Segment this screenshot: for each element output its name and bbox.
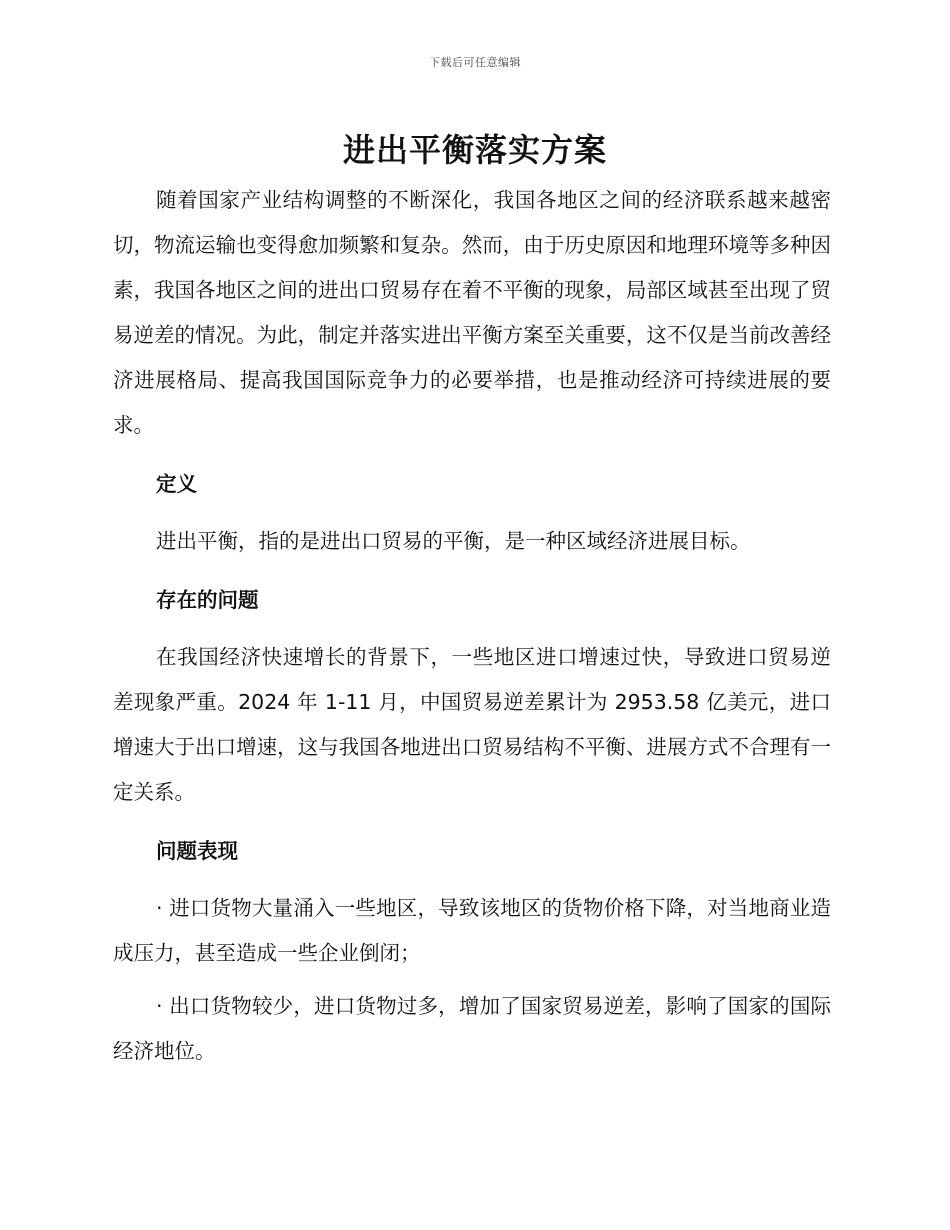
definition-paragraph: 进出平衡，指的是进出口贸易的平衡，是一种区域经济进展目标。 xyxy=(156,529,751,553)
problems-paragraph: 在我国经济快速增长的背景下，一些地区进口增速过快，导致进口贸易逆差现象严重。2024 年 1-11 月，中国贸易逆差累计为 2953.58 亿美元，进口增速大于出口增速，这与我国各地进出口贸易结构不平衡、进展方式不合理有一定关系。 xyxy=(113,645,831,804)
header-note: 下载后可任意编辑 xyxy=(429,56,521,69)
section-heading-definition: 定义 xyxy=(156,472,197,496)
list-item: · 出口货物较少，进口货物过多，增加了国家贸易逆差，影响了国家的国际经济地位。 xyxy=(113,994,831,1063)
intro-paragraph: 随着国家产业结构调整的不断深化，我国各地区之间的经济联系越来越密切，物流运输也变得愈加频繁和复杂。然而，由于历史原因和地理环境等多种因素，我国各地区之间的进出口贸易存在着不平衡的现象，局部区域甚至出现了贸易逆差的情况。为此，制定并落实进出平衡方案至关重要，这不仅是当前改善经济进展格局、提高我国国际竞争力的必要举措，也是推动经济可持续进展的要求。 xyxy=(113,188,831,437)
document-body xyxy=(113,178,831,1074)
list-item: · 进口货物大量涌入一些地区，导致该地区的货物价格下降，对当地商业造成压力，甚至造成一些企业倒闭； xyxy=(113,896,831,965)
page-title: 进出平衡落实方案 xyxy=(342,131,607,169)
section-heading-problems: 存在的问题 xyxy=(156,588,259,612)
section-heading-manifestations: 问题表现 xyxy=(156,839,238,863)
